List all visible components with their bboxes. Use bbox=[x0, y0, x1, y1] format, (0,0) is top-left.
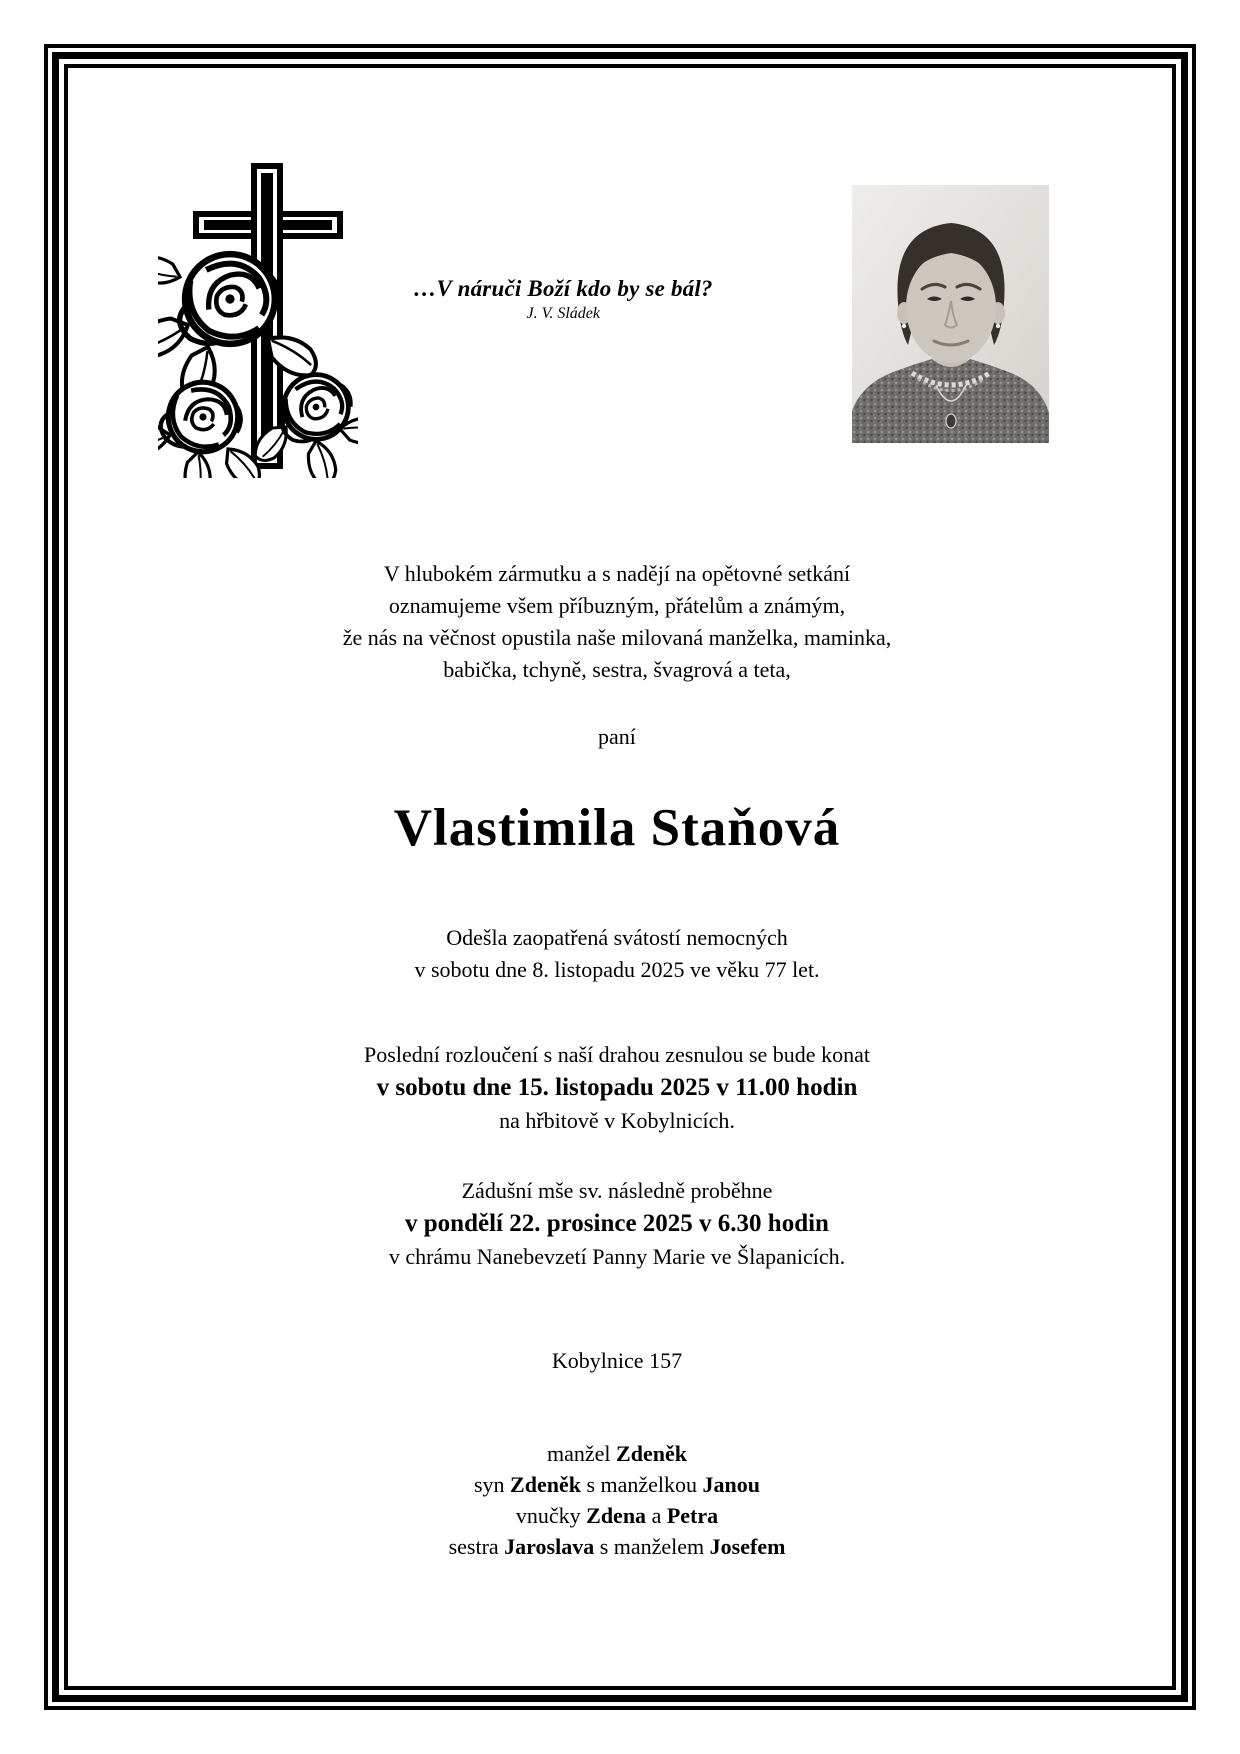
memorial-quote-block bbox=[408, 276, 718, 323]
mass-info bbox=[70, 1174, 1164, 1273]
family-relation: syn bbox=[473, 1472, 511, 1497]
farewell-intro: Poslední rozloučení s naší drahou zesnulou se bude konat bbox=[364, 1042, 870, 1067]
family-member-name: Zdena bbox=[586, 1503, 647, 1528]
family-member-name: Janou bbox=[702, 1472, 761, 1497]
family-member-name: Jaroslava bbox=[504, 1534, 595, 1559]
family-member-name: Josefem bbox=[709, 1534, 786, 1559]
passing-line: Odešla zaopatřená svátostí nemocných bbox=[446, 925, 788, 950]
farewell-place: na hřbitově v Kobylnicích. bbox=[499, 1108, 735, 1133]
portrait-photo bbox=[852, 185, 1049, 443]
memorial-quote: …V náruči Boží kdo by se bál? bbox=[413, 276, 713, 301]
family-relation: vnučky bbox=[515, 1503, 587, 1528]
announcement-line: že nás na věčnost opustila naše milovaná manželka, maminka, bbox=[342, 625, 892, 650]
mass-place: v chrámu Nanebevzetí Panny Marie ve Šlapanicích. bbox=[388, 1244, 846, 1269]
mass-intro: Zádušní mše sv. následně proběhne bbox=[461, 1178, 773, 1203]
family-relation: sestra bbox=[448, 1534, 505, 1559]
family-relation: s manželkou bbox=[580, 1472, 703, 1497]
passing-info bbox=[70, 922, 1164, 986]
family-relation: manžel bbox=[547, 1441, 617, 1466]
cross-roses-icon bbox=[158, 156, 358, 478]
family-line bbox=[70, 1469, 1164, 1500]
family-line bbox=[70, 1500, 1164, 1531]
family-member-name: Zdeněk bbox=[616, 1441, 687, 1466]
announcement-line: V hlubokém zármutku a s nadějí na opětovné setkání bbox=[383, 561, 851, 586]
family-member-name: Zdeněk bbox=[510, 1472, 581, 1497]
announcement-line: oznamujeme všem příbuzným, přátelům a známým, bbox=[388, 593, 846, 618]
family-list bbox=[70, 1438, 1164, 1562]
family-member-name: Petra bbox=[666, 1503, 719, 1528]
announcement-line: babička, tchyně, sestra, švagrová a teta, bbox=[443, 657, 791, 682]
deceased-name: Vlastimila Staňová bbox=[393, 799, 841, 857]
quote-attribution: J. V. Sládek bbox=[526, 305, 600, 322]
family-relation: s manželem bbox=[594, 1534, 710, 1559]
family-line bbox=[70, 1531, 1164, 1562]
honorific: paní bbox=[598, 724, 636, 749]
farewell-datetime: v sobotu dne 15. listopadu 2025 v 11.00 hodin bbox=[376, 1074, 858, 1101]
family-relation: a bbox=[646, 1503, 667, 1528]
passing-line: v sobotu dne 8. listopadu 2025 ve věku 77 let. bbox=[414, 957, 820, 982]
farewell-info bbox=[70, 1038, 1164, 1137]
mass-datetime: v pondělí 22. prosince 2025 v 6.30 hodin bbox=[405, 1210, 829, 1237]
address-line: Kobylnice 157 bbox=[551, 1348, 683, 1373]
announcement-text bbox=[70, 558, 1164, 686]
family-line bbox=[70, 1438, 1164, 1469]
